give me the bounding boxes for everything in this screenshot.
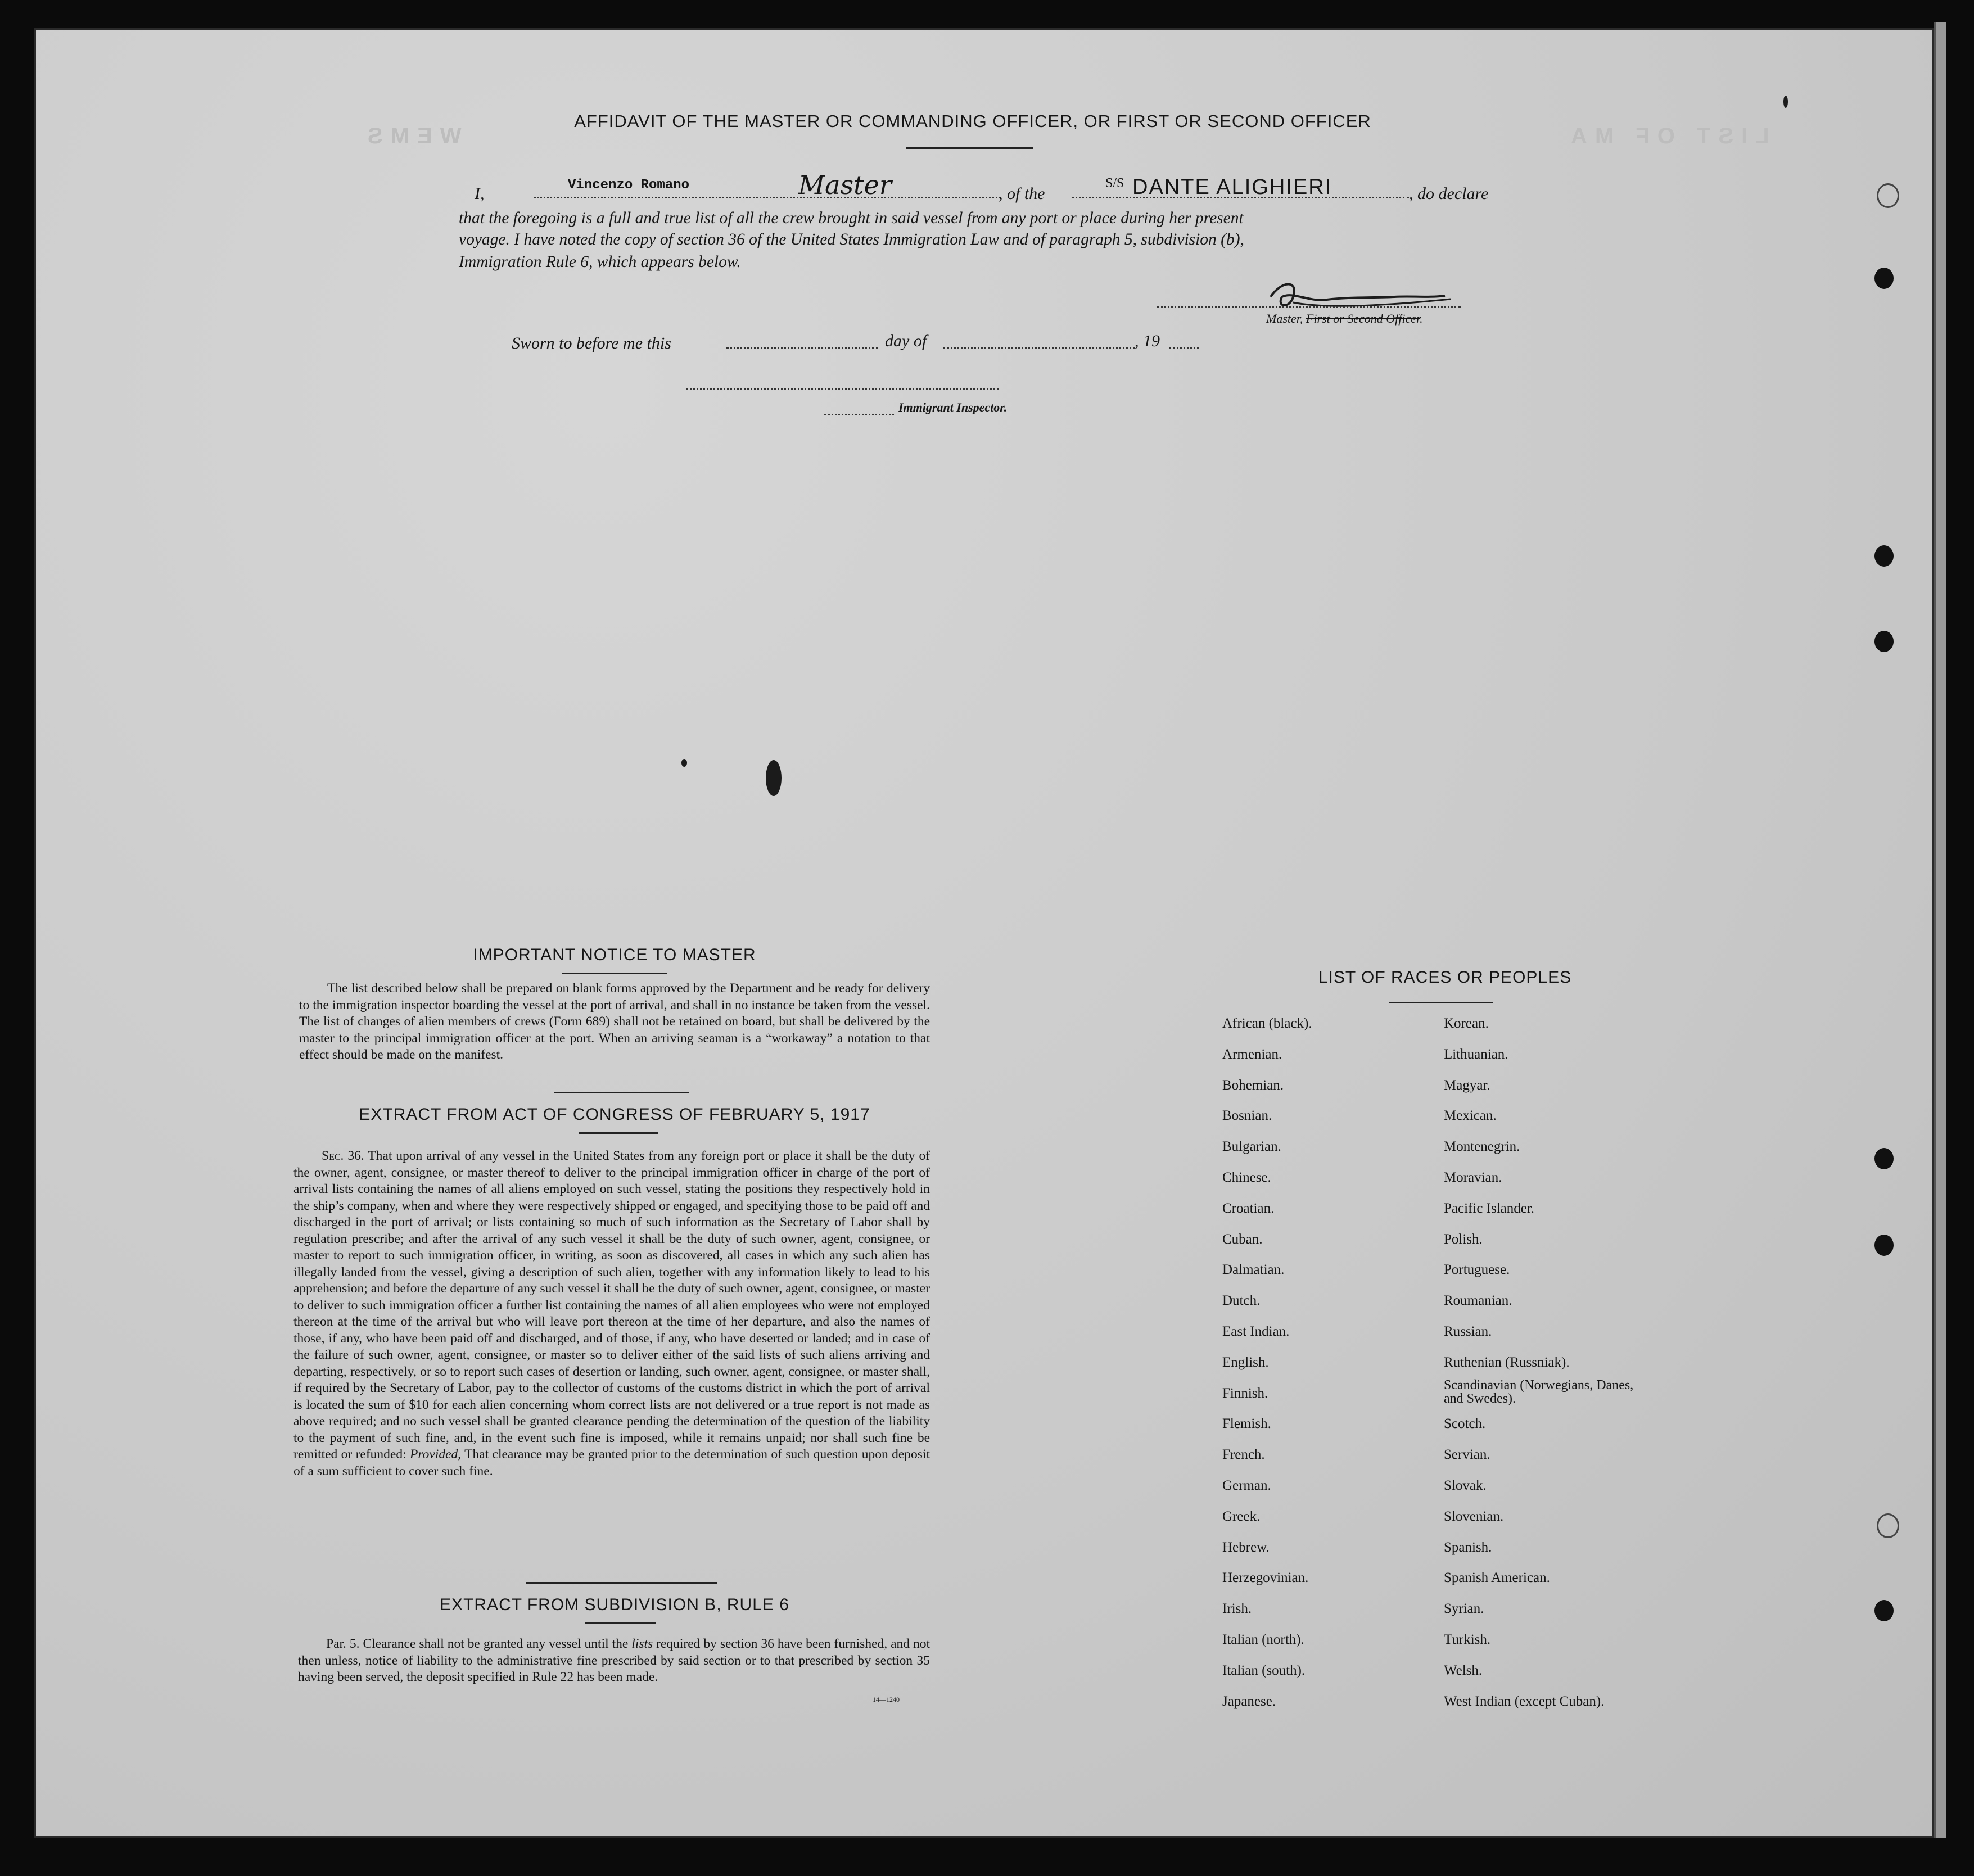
binder-hole <box>1874 268 1894 289</box>
signature-blank <box>1157 306 1461 308</box>
race-item: Spanish American. <box>1444 1570 1550 1586</box>
race-item: East Indian. <box>1222 1324 1290 1339</box>
binder-hole <box>1874 1148 1894 1169</box>
race-item: Irish. <box>1222 1601 1252 1617</box>
race-item: Mexican. <box>1444 1108 1497 1124</box>
ship-blank <box>1072 197 1409 198</box>
race-item: Bulgarian. <box>1222 1139 1281 1155</box>
race-item: Korean. <box>1444 1016 1489 1031</box>
ship-prefix: S/S <box>1105 176 1124 191</box>
race-item: Italian (north). <box>1222 1632 1304 1647</box>
page-edge <box>1934 22 1946 1838</box>
affidavit-line-1 <box>475 186 485 202</box>
act-end-rule <box>526 1582 717 1584</box>
signature-role-master: Master, <box>1266 311 1303 326</box>
race-item: Dalmatian. <box>1222 1262 1285 1278</box>
race-item: Servian. <box>1444 1447 1490 1463</box>
rule-body-a: Par. 5. Clearance shall not be granted any vessel until the <box>326 1637 629 1651</box>
race-item: Moravian. <box>1444 1170 1502 1185</box>
race-item: Syrian. <box>1444 1601 1484 1617</box>
rule-text <box>298 1636 930 1686</box>
sworn-day-blank <box>726 347 878 349</box>
of-the-label: , of the <box>999 184 1045 203</box>
sworn-label: Sworn to before me this <box>512 334 671 352</box>
do-declare-label: , do declare <box>1409 184 1489 203</box>
rule-lists: lists <box>631 1637 653 1651</box>
day-of-label: day of <box>885 332 927 350</box>
notice-end-rule <box>554 1092 689 1093</box>
binder-hole <box>1877 183 1899 208</box>
race-item: Ruthenian (Russniak). <box>1444 1354 1570 1370</box>
race-item: Magyar. <box>1444 1077 1490 1093</box>
signature-caption <box>1266 313 1423 325</box>
race-item: Flemish. <box>1222 1416 1271 1432</box>
race-item: English. <box>1222 1354 1269 1370</box>
act-provided: Provided, <box>410 1447 462 1462</box>
race-item: Dutch. <box>1222 1293 1261 1309</box>
ink-smudge <box>766 760 782 796</box>
rule-title-rule <box>585 1622 656 1624</box>
binder-hole <box>1874 1235 1894 1256</box>
race-item: Herzegovinian. <box>1222 1570 1309 1586</box>
race-item: Scandinavian (Norwegians, Danes, and Swedes). <box>1444 1377 1634 1406</box>
document-sheet <box>34 28 1934 1838</box>
race-item: Chinese. <box>1222 1170 1271 1185</box>
form-number: 14—1240 <box>873 1696 900 1703</box>
affidavit-title: AFFIDAVIT OF THE MASTER OR COMMANDING OFFICER, OR FIRST OR SECOND OFFICER <box>574 111 1371 131</box>
ink-smudge <box>1783 96 1788 108</box>
race-item: Turkish. <box>1444 1632 1491 1647</box>
race-item: Slovenian. <box>1444 1508 1504 1524</box>
sworn-year-blank <box>1169 347 1199 349</box>
notice-body: The list described below shall be prepared on blank forms approved by the Department and be ready for delivery to the immigration inspector boarding the vessel at the port of arrival, and shall in no instance be taken from the vessel. The list of changes of alien members of crews (Form 689) shall not be retained on board, but shall be delivered by the master to the principal immigration officer at the port. When an arriving seaman is a “workaway” a notation to that effect should be made on the manifest. <box>299 981 930 1062</box>
races-title: LIST OF RACES OR PEOPLES <box>1318 968 1572 987</box>
bleed-through-text: LIST OF MA <box>1563 124 1769 148</box>
inspector-blank-short <box>824 414 894 415</box>
notice-title: IMPORTANT NOTICE TO MASTER <box>473 946 756 964</box>
race-item: Lithuanian. <box>1444 1046 1508 1062</box>
affidavit-line-4: Immigration Rule 6, which appears below. <box>459 253 741 271</box>
race-item: Spanish. <box>1444 1539 1492 1555</box>
act-body: That upon arrival of any vessel in the United States from any foreign port or place it shall be the duty of the owner, agent, consignee, or master thereof to deliver to the principal immigration officer in charge of the port of arrival lists containing the names of all aliens employed on such vessel, stating the positions they respectively hold in the ship’s company, when and where they were respectively shipped or engaged, and specifying those to be paid off and discharged in the port of arrival; or lists containing so much of such information as the Secretary of Labor shall by regulation prescribe; and after the arrival of any such vessel it shall be the duty of such owner, agent, consignee, or master to report to such immigration officer, in writing, as soon as discovered, all cases in which any such alien has illegally landed from the vessel, giving a description of such alien, together with any information likely to lead to his apprehension; and before the departure of any such vessel it shall be the duty of such owner, agent, consignee, or master to deliver to such immigration officer a further list containing the names of all alien employees who were not employed thereon at the time of the arrival but who will leave port thereon at the time of her departure, and also the names of those, if any, who have been paid off and discharged, and of those, if any, who have deserted or landed; and in case of the failure of such owner, agent, consignee, or master so to deliver either of the said lists of such aliens arriving and departing, respectively, or so to report such cases of desertion or landing, such owner, agent, consignee, or master shall, if required by the Secretary of Labor, pay to the collector of customs of the customs district in which the port of arrival is located the sum of $10 for each alien concerning whom correct lists are not delivered or a true report is not made as above required; and no such vessel shall be granted clearance pending the determination of the question of the liability to the payment of such fine, and, in the event such fine is imposed, while it remains unpaid; nor shall such fine be remitted or refunded: <box>293 1149 930 1462</box>
race-item: Finnish. <box>1222 1385 1268 1401</box>
race-item: Russian. <box>1444 1324 1492 1339</box>
race-item: Roumanian. <box>1444 1293 1512 1309</box>
rule-body-b: required by section 36 have been furnished, and not then unless, notice of liability to the administrative fine prescribed by said section or to that prescribed by section 35 having been served, the deposit specified in Rule 22 has been made. <box>298 1637 930 1684</box>
race-item: Polish. <box>1444 1231 1483 1247</box>
race-item: French. <box>1222 1447 1265 1463</box>
notice-rule <box>562 973 667 974</box>
act-title: EXTRACT FROM ACT OF CONGRESS OF FEBRUARY 5, 1917 <box>359 1105 870 1124</box>
act-section-label: Sec. 36. <box>322 1149 364 1163</box>
binder-hole <box>1877 1513 1899 1538</box>
race-item: Armenian. <box>1222 1046 1282 1062</box>
race-item: Bohemian. <box>1222 1077 1284 1093</box>
affidavit-line-3: voyage. I have noted the copy of section 36 of the United States Immigration Law and of paragraph 5, subdivision (b), <box>459 230 1244 248</box>
race-item: Greek. <box>1222 1508 1261 1524</box>
affidavit-line-2: that the foregoing is a full and true list of all the crew brought in said vessel from any port or place during her present <box>459 209 1244 227</box>
race-item: Montenegrin. <box>1444 1139 1520 1155</box>
binder-hole <box>1874 545 1894 567</box>
master-name-typed: Vincenzo Romano <box>568 178 690 193</box>
race-item: Scotch. <box>1444 1416 1486 1432</box>
act-text <box>293 1148 930 1480</box>
i-label: I, <box>475 184 485 203</box>
ink-smudge <box>681 759 687 767</box>
race-item: Cuban. <box>1222 1231 1263 1247</box>
race-item: Italian (south). <box>1222 1662 1306 1678</box>
inspector-caption: Immigrant Inspector. <box>898 400 1008 414</box>
race-item: African (black). <box>1222 1016 1312 1031</box>
ship-name: DANTE ALIGHIERI <box>1132 175 1332 199</box>
rule-title: EXTRACT FROM SUBDIVISION B, RULE 6 <box>440 1595 789 1614</box>
race-item: Japanese. <box>1222 1693 1276 1709</box>
inspector-blank <box>686 388 999 390</box>
bleed-through-text: WEMS <box>360 124 462 148</box>
race-item: Slovak. <box>1444 1478 1487 1493</box>
master-role-handwritten: Master <box>798 170 892 200</box>
name-blank <box>534 197 1001 198</box>
race-item: Pacific Islander. <box>1444 1200 1535 1216</box>
act-body-end: That clearance may be granted prior to the determination of such question upon deposit of a sum sufficient to cover such fine. <box>293 1447 930 1479</box>
race-item: Bosnian. <box>1222 1108 1272 1124</box>
sworn-month-blank <box>943 347 1135 349</box>
title-rule <box>906 147 1033 149</box>
signature-role-struck: First or Second Officer <box>1306 311 1420 326</box>
year-label: , 19 <box>1135 332 1160 350</box>
act-rule <box>579 1132 658 1134</box>
notice-text <box>299 980 930 1064</box>
race-item: Hebrew. <box>1222 1539 1270 1555</box>
race-item: Welsh. <box>1444 1662 1483 1678</box>
race-item: German. <box>1222 1478 1271 1493</box>
race-item: Portuguese. <box>1444 1262 1510 1278</box>
binder-hole <box>1874 1600 1894 1621</box>
races-title-rule <box>1389 1002 1493 1003</box>
signature-end: . <box>1420 311 1423 326</box>
binder-hole <box>1874 631 1894 652</box>
race-item: Croatian. <box>1222 1200 1275 1216</box>
race-item: West Indian (except Cuban). <box>1444 1693 1605 1709</box>
